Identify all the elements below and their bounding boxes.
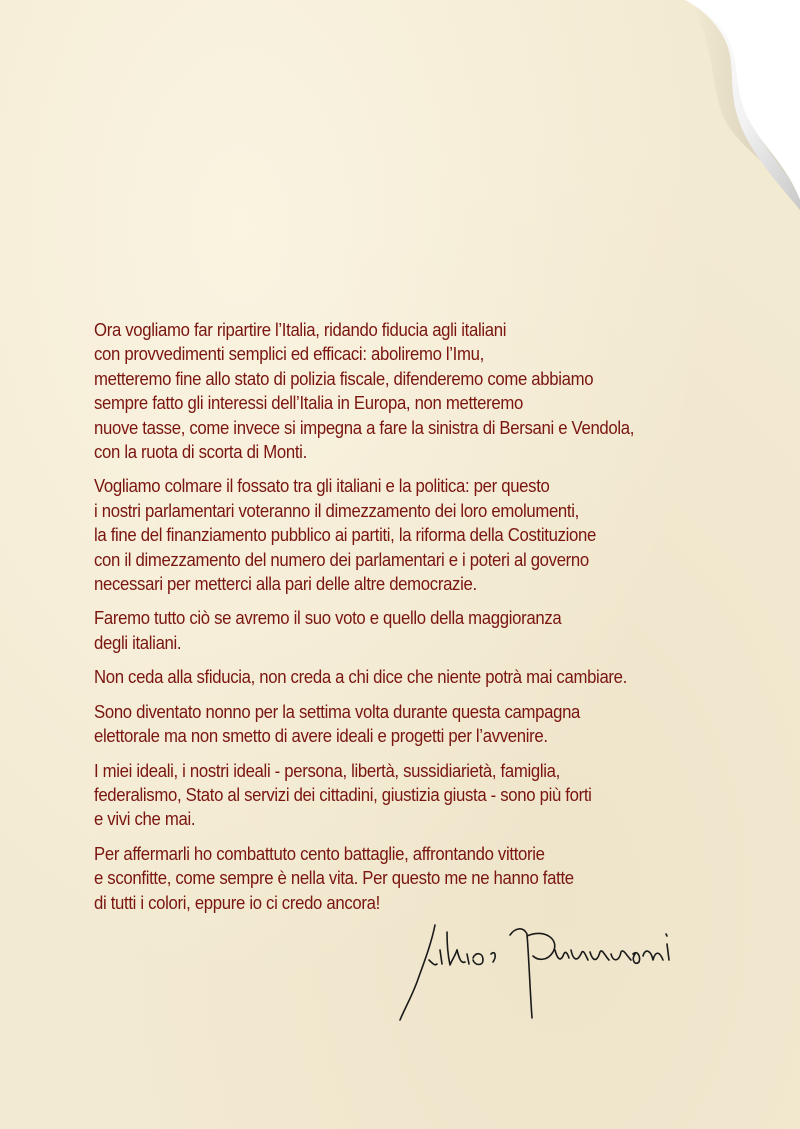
letter-body [94, 318, 683, 925]
handwritten-signature [395, 920, 695, 1030]
paragraph-1: Ora vogliamo far ripartire l’Italia, ridando fiducia agli italiani con provvedimenti semplici ed efficaci: aboliremo l’Imu, metteremo fine allo stato di polizia fiscale, difenderemo come abbiamo sempre fatto gli interessi dell’Italia in Europa, non metteremo nuove tasse, come invece si impegna a fare la sinistra di Bersani e Vendola, con la ruota di scorta di Monti. [94, 320, 635, 463]
paragraph-3: Faremo tutto ciò se avremo il suo voto e quello della maggioranza degli italiani. [94, 608, 562, 653]
paragraph-5: Sono diventato nonno per la settima volta durante questa campagna elettorale ma non smetto di avere ideali e progetti per l’avvenire. [94, 701, 581, 747]
page-curl-icon [670, 0, 800, 210]
paragraph-6: I miei ideali, i nostri ideali - persona, libertà, sussidiarietà, famiglia, federalismo, Stato al servizi dei cittadini, giustizia giusta - sono più forti e vivi che mai. [94, 760, 592, 830]
paragraph-2: Vogliamo colmare il fossato tra gli italiani e la politica: per questo i nostri parlamentari voteranno il dimezzamento dei loro emolumenti, la fine del finanziamento pubblico ai partiti, la riforma della Costituzione con il dimezzamento del numero dei parlamentari e i poteri al governo necessari per metterci alla pari delle altre democrazie. [94, 476, 596, 595]
paragraph-7: Per affermarli ho combattuto cento battaglie, affrontando vittorie e sconfitte, come sempre è nella vita. Per questo me ne hanno fatte di tutti i colori, eppure io ci credo ancora! [94, 843, 574, 913]
paragraph-4: Non ceda alla sfiducia, non creda a chi dice che niente potrà mai cambiare. [94, 667, 627, 688]
